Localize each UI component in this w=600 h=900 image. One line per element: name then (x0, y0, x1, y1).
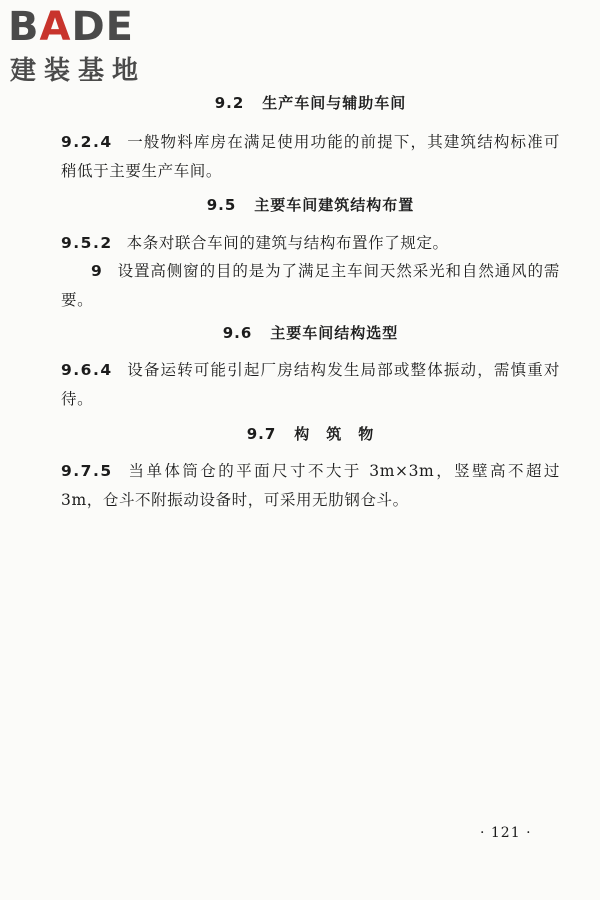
section-number: 9.5 (206, 196, 237, 214)
section-number: 9.2 (214, 94, 245, 112)
page-number: · 121 · (480, 825, 532, 841)
section-heading-9-7 (61, 424, 560, 444)
section-number: 9.6 (222, 324, 253, 342)
item-text: 设置高侧窗的目的是为了满足主车间天然采光和自然通风的需要。 (61, 262, 560, 309)
clause-number: 9.6.4 (61, 361, 113, 379)
section-title: 主要车间结构选型 (270, 324, 399, 342)
clause-text: 本条对联合车间的建筑与结构布置作了规定。 (126, 234, 449, 252)
clause-9-6-4 (61, 356, 560, 414)
section-heading-9-5 (61, 195, 560, 215)
clause-text: 当单体筒仓的平面尺寸不大于 3m×3m，竖壁高不超过3m，仓斗不附振动设备时，可采用无肋钢仓斗。 (61, 462, 560, 509)
clause-number: 9.7.5 (61, 462, 113, 480)
logo-accent-letter: A (39, 4, 72, 50)
clause-text: 设备运转可能引起厂房结构发生局部或整体振动，需慎重对待。 (61, 361, 560, 408)
section-heading-9-6 (61, 323, 560, 343)
section-number: 9.7 (246, 425, 277, 443)
item-number: 9 (91, 262, 104, 280)
clause-text: 一般物料库房在满足使用功能的前提下，其建筑结构标准可稍低于主要生产车间。 (61, 133, 560, 180)
logo-wordmark: BADE (8, 4, 134, 50)
logo-subtitle: 建装基地 (10, 56, 147, 86)
section-title: 生产车间与辅助车间 (262, 94, 407, 112)
clause-number: 9.5.2 (61, 234, 113, 252)
publisher-logo (8, 4, 178, 88)
clause-9-2-4 (61, 128, 560, 186)
section-title: 构 筑 物 (294, 425, 375, 443)
clause-number: 9.2.4 (61, 133, 113, 151)
section-heading-9-2 (61, 93, 560, 113)
item-9 (61, 257, 560, 315)
clause-9-5-2 (61, 229, 560, 258)
clause-9-7-5 (61, 457, 560, 515)
section-title: 主要车间建筑结构布置 (254, 196, 415, 214)
